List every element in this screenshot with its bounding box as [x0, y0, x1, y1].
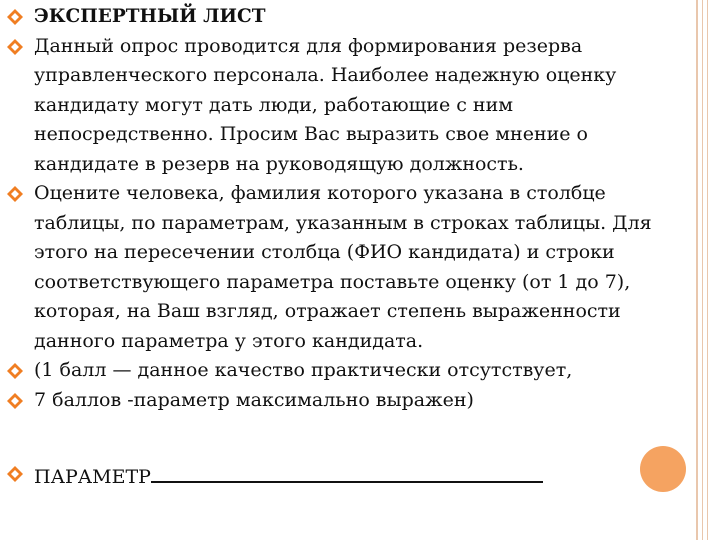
frame-border-line-1 — [696, 0, 698, 540]
orange-diamond-icon — [6, 392, 24, 410]
frame-border-line-3 — [707, 0, 708, 540]
parameter-blank-line — [151, 459, 543, 483]
scale-max-text: 7 баллов -параметр максимально выражен) — [34, 388, 474, 411]
scale-min-text: (1 балл — данное качество практически отсутствует, — [34, 359, 573, 381]
bullet-item-intro — [4, 32, 694, 180]
spacer — [4, 415, 694, 459]
instructions-paragraph: Оцените человека, фамилия которого указана в столбце таблицы, по параметрам, указанным в строках таблицы. Для этого на пересечении столбца (ФИО кандидата) и строки соответствующего параметра поставьте оценку (от 1 до 7), которая, на Ваш взгляд, отражает степень выраженности данного параметра у этого кандидата. — [34, 182, 652, 352]
intro-paragraph: Данный опрос проводится для формирования резерва управленческого персонала. Наиболее надежную оценку кандидату могут дать люди, работающие с ним непосредственно. Просим Вас выразить свое мнение о кандидате в резерв на руководящую должность. — [34, 34, 617, 175]
page-title: ЭКСПЕРТНЫЙ ЛИСТ — [34, 6, 266, 27]
orange-diamond-icon — [6, 185, 24, 203]
slide-content — [4, 2, 694, 493]
bullet-item-scale-max — [4, 386, 694, 416]
bullet-item-instructions — [4, 179, 694, 356]
orange-diamond-icon — [6, 8, 24, 26]
parameter-label: ПАРАМЕТР — [34, 466, 151, 488]
orange-diamond-icon — [6, 38, 24, 56]
orange-diamond-icon — [6, 465, 24, 483]
bullet-item-parameter — [4, 459, 694, 493]
orange-diamond-icon — [6, 362, 24, 380]
bullet-item-scale-min — [4, 356, 694, 386]
frame-border-line-2 — [702, 0, 703, 540]
bullet-item-title — [4, 2, 694, 32]
